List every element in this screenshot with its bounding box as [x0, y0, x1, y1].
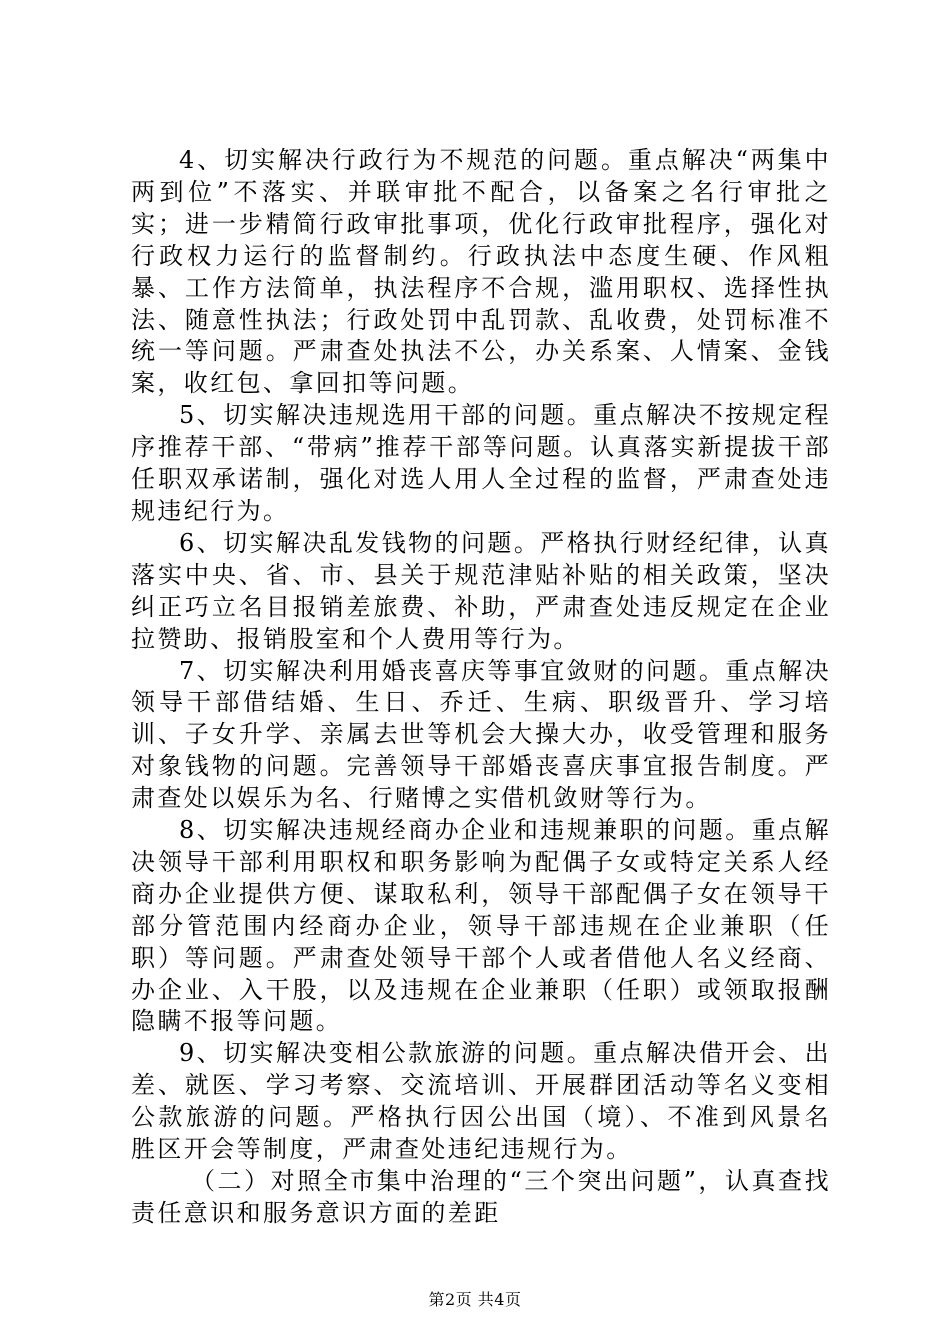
paragraph-item-5: 5、切实解决违规选用干部的问题。重点解决不按规定程序推荐干部、“带病”推荐干部等问题。认真落实新提拔干部任职双承诺制，强化对选人用人全过程的监督，严肃查处违规违纪行为。 [131, 401, 831, 525]
paragraph-item-8: 8、切实解决违规经商办企业和违规兼职的问题。重点解决领导干部利用职权和职务影响为配偶子女或特定关系人经商办企业提供方便、谋取私利，领导干部配偶子女在领导干部分管范围内经商办企业，领导干部违规在企业兼职（任职）等问题。严肃查处领导干部个人或者借他人名义经商、办企业、入干股，以及违规在企业兼职（任职）或领取报酬隐瞒不报等问题。 [131, 816, 831, 1036]
section-heading-2: （二）对照全市集中治理的“三个突出问题”，认真查找责任意识和服务意识方面的差距 [131, 1167, 831, 1227]
paragraph-item-9: 9、切实解决变相公款旅游的问题。重点解决借开会、出差、就医、学习考察、交流培训、开展群团活动等名义变相公款旅游的问题。严格执行因公出国（境）、不准到风景名胜区开会等制度，严肃查处违纪违规行为。 [131, 1039, 831, 1164]
paragraph-item-6: 6、切实解决乱发钱物的问题。严格执行财经纪律，认真落实中央、省、市、县关于规范津贴补贴的相关政策，坚决纠正巧立名目报销差旅费、补助，严肃查处违反规定在企业拉赞助、报销股室和个人费用等行为。 [131, 528, 831, 653]
page-number-footer: 第2页 共4页 [428, 1290, 522, 1309]
document-body [131, 145, 831, 1230]
paragraph-item-7: 7、切实解决利用婚丧喜庆等事宜敛财的问题。重点解决领导干部借结婚、生日、乔迁、生病、职级晋升、学习培训、子女升学、亲属去世等机会大操大办，收受管理和服务对象钱物的问题。完善领导干部婚丧喜庆事宜报告制度。严肃查处以娱乐为名、行赌博之实借机敛财等行为。 [131, 656, 831, 813]
paragraph-item-4: 4、切实解决行政行为不规范的问题。重点解决“两集中两到位”不落实、并联审批不配合，以备案之名行审批之实；进一步精简行政审批事项，优化行政审批程序，强化对行政权力运行的监督制约。行政执法中态度生硬、作风粗暴、工作方法简单，执法程序不合规，滥用职权、选择性执法、随意性执法；行政处罚中乱罚款、乱收费，处罚标准不统一等问题。严肃查处执法不公，办关系案、人情案、金钱案，收红包、拿回扣等问题。 [131, 146, 831, 398]
